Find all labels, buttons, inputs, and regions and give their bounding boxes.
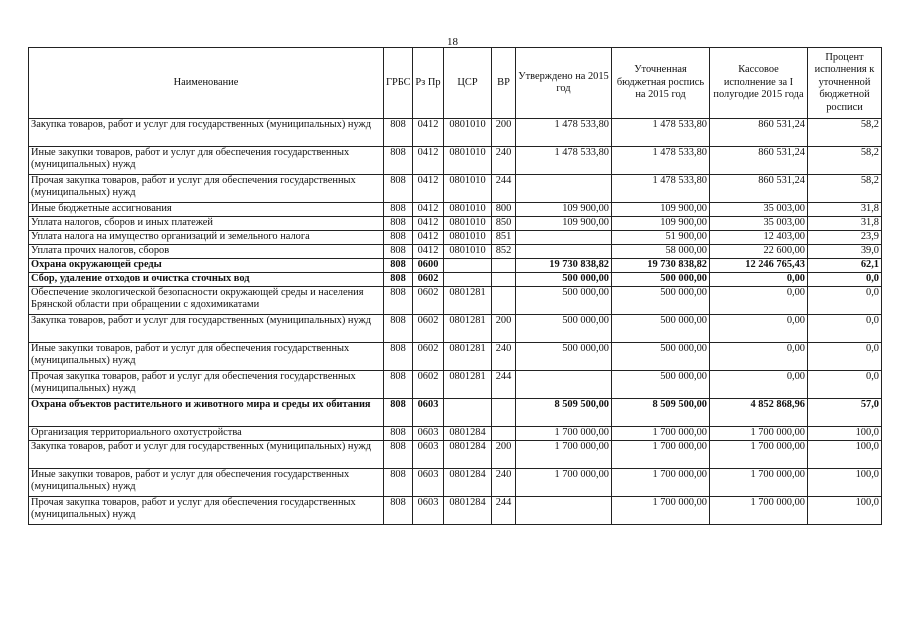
cell-cash: 0,00 bbox=[710, 343, 808, 371]
cell-csr: 0801284 bbox=[444, 427, 492, 441]
cell-grbs: 808 bbox=[384, 371, 413, 399]
cell-vr bbox=[492, 427, 516, 441]
table-row bbox=[29, 371, 882, 399]
cell-csr: 0801010 bbox=[444, 203, 492, 217]
cell-approved: 109 900,00 bbox=[516, 217, 612, 231]
cell-name: Закупка товаров, работ и услуг для государственных (муниципальных) нужд bbox=[29, 119, 384, 147]
cell-approved: 1 700 000,00 bbox=[516, 469, 612, 497]
cell-vr: 244 bbox=[492, 371, 516, 399]
cell-approved bbox=[516, 175, 612, 203]
cell-rzpr: 0603 bbox=[413, 441, 444, 469]
cell-percent: 31,8 bbox=[808, 203, 882, 217]
column-header-grbs: ГРБС bbox=[384, 48, 413, 119]
cell-refined: 500 000,00 bbox=[612, 343, 710, 371]
cell-vr: 851 bbox=[492, 231, 516, 245]
cell-percent: 62,1 bbox=[808, 259, 882, 273]
cell-rzpr: 0412 bbox=[413, 203, 444, 217]
cell-refined: 109 900,00 bbox=[612, 203, 710, 217]
cell-name: Охрана объектов растительного и животного мира и среды их обитания bbox=[29, 399, 384, 427]
cell-vr bbox=[492, 287, 516, 315]
cell-cash: 4 852 868,96 bbox=[710, 399, 808, 427]
cell-cash: 0,00 bbox=[710, 287, 808, 315]
column-header-cash: Кассовое исполнение за I полугодие 2015 года bbox=[710, 48, 808, 119]
cell-refined: 1 700 000,00 bbox=[612, 441, 710, 469]
cell-cash: 12 403,00 bbox=[710, 231, 808, 245]
column-header-approved: Утверждено на 2015 год bbox=[516, 48, 612, 119]
cell-name: Уплата налогов, сборов и иных платежей bbox=[29, 217, 384, 231]
cell-refined: 51 900,00 bbox=[612, 231, 710, 245]
cell-grbs: 808 bbox=[384, 147, 413, 175]
table-row bbox=[29, 315, 882, 343]
cell-rzpr: 0412 bbox=[413, 231, 444, 245]
cell-csr bbox=[444, 273, 492, 287]
cell-name: Организация территориального охотустройства bbox=[29, 427, 384, 441]
cell-approved: 1 478 533,80 bbox=[516, 119, 612, 147]
cell-approved: 1 700 000,00 bbox=[516, 427, 612, 441]
cell-name: Закупка товаров, работ и услуг для государственных (муниципальных) нужд bbox=[29, 315, 384, 343]
cell-name: Уплата прочих налогов, сборов bbox=[29, 245, 384, 259]
cell-rzpr: 0412 bbox=[413, 119, 444, 147]
table-row bbox=[29, 497, 882, 525]
cell-name: Обеспечение экологической безопасности окружающей среды и населения Брянской области при обращении с ядохимикатами bbox=[29, 287, 384, 315]
cell-grbs: 808 bbox=[384, 315, 413, 343]
cell-csr: 0801281 bbox=[444, 315, 492, 343]
cell-grbs: 808 bbox=[384, 259, 413, 273]
cell-percent: 58,2 bbox=[808, 175, 882, 203]
cell-rzpr: 0602 bbox=[413, 287, 444, 315]
cell-percent: 100,0 bbox=[808, 441, 882, 469]
cell-grbs: 808 bbox=[384, 441, 413, 469]
cell-percent: 39,0 bbox=[808, 245, 882, 259]
cell-cash: 0,00 bbox=[710, 371, 808, 399]
cell-csr: 0801284 bbox=[444, 469, 492, 497]
cell-refined: 1 478 533,80 bbox=[612, 175, 710, 203]
table-row bbox=[29, 203, 882, 217]
table-row bbox=[29, 427, 882, 441]
cell-percent: 0,0 bbox=[808, 315, 882, 343]
cell-grbs: 808 bbox=[384, 203, 413, 217]
cell-cash: 860 531,24 bbox=[710, 147, 808, 175]
cell-approved: 500 000,00 bbox=[516, 315, 612, 343]
cell-cash: 35 003,00 bbox=[710, 203, 808, 217]
cell-rzpr: 0603 bbox=[413, 399, 444, 427]
column-header-rzpr: Рз Пр bbox=[413, 48, 444, 119]
cell-csr: 0801010 bbox=[444, 245, 492, 259]
cell-vr: 240 bbox=[492, 147, 516, 175]
table-row bbox=[29, 217, 882, 231]
cell-vr: 244 bbox=[492, 497, 516, 525]
cell-name: Прочая закупка товаров, работ и услуг для обеспечения государственных (муниципальных) нужд bbox=[29, 371, 384, 399]
table-row bbox=[29, 287, 882, 315]
cell-name: Иные закупки товаров, работ и услуг для обеспечения государственных (муниципальных) нужд bbox=[29, 147, 384, 175]
cell-cash: 1 700 000,00 bbox=[710, 427, 808, 441]
cell-percent: 0,0 bbox=[808, 371, 882, 399]
cell-refined: 1 478 533,80 bbox=[612, 119, 710, 147]
page-number: 18 bbox=[447, 36, 458, 48]
cell-csr: 0801010 bbox=[444, 231, 492, 245]
cell-refined: 500 000,00 bbox=[612, 315, 710, 343]
cell-csr bbox=[444, 259, 492, 273]
table-row bbox=[29, 399, 882, 427]
column-header-csr: ЦСР bbox=[444, 48, 492, 119]
cell-refined: 1 700 000,00 bbox=[612, 469, 710, 497]
cell-cash: 860 531,24 bbox=[710, 175, 808, 203]
cell-refined: 19 730 838,82 bbox=[612, 259, 710, 273]
cell-refined: 500 000,00 bbox=[612, 287, 710, 315]
table-row bbox=[29, 231, 882, 245]
cell-approved bbox=[516, 497, 612, 525]
cell-percent: 100,0 bbox=[808, 427, 882, 441]
cell-name: Прочая закупка товаров, работ и услуг для обеспечения государственных (муниципальных) нужд bbox=[29, 497, 384, 525]
cell-percent: 0,0 bbox=[808, 287, 882, 315]
cell-rzpr: 0412 bbox=[413, 245, 444, 259]
cell-percent: 57,0 bbox=[808, 399, 882, 427]
cell-rzpr: 0603 bbox=[413, 427, 444, 441]
cell-grbs: 808 bbox=[384, 497, 413, 525]
cell-grbs: 808 bbox=[384, 245, 413, 259]
cell-rzpr: 0602 bbox=[413, 273, 444, 287]
cell-percent: 100,0 bbox=[808, 497, 882, 525]
cell-vr bbox=[492, 399, 516, 427]
cell-grbs: 808 bbox=[384, 119, 413, 147]
cell-approved bbox=[516, 371, 612, 399]
cell-csr bbox=[444, 399, 492, 427]
cell-cash: 860 531,24 bbox=[710, 119, 808, 147]
cell-refined: 500 000,00 bbox=[612, 273, 710, 287]
cell-vr: 200 bbox=[492, 315, 516, 343]
cell-cash: 1 700 000,00 bbox=[710, 497, 808, 525]
cell-rzpr: 0600 bbox=[413, 259, 444, 273]
cell-vr: 852 bbox=[492, 245, 516, 259]
cell-vr bbox=[492, 259, 516, 273]
cell-name: Охрана окружающей среды bbox=[29, 259, 384, 273]
cell-rzpr: 0602 bbox=[413, 315, 444, 343]
cell-refined: 500 000,00 bbox=[612, 371, 710, 399]
cell-refined: 1 700 000,00 bbox=[612, 497, 710, 525]
table-row bbox=[29, 245, 882, 259]
cell-approved: 500 000,00 bbox=[516, 343, 612, 371]
cell-rzpr: 0602 bbox=[413, 343, 444, 371]
cell-rzpr: 0412 bbox=[413, 175, 444, 203]
column-header-name: Наименование bbox=[29, 48, 384, 119]
table-row bbox=[29, 147, 882, 175]
cell-percent: 58,2 bbox=[808, 147, 882, 175]
cell-vr: 200 bbox=[492, 441, 516, 469]
cell-cash: 35 003,00 bbox=[710, 217, 808, 231]
cell-rzpr: 0412 bbox=[413, 217, 444, 231]
cell-grbs: 808 bbox=[384, 399, 413, 427]
cell-name: Уплата налога на имущество организаций и земельного налога bbox=[29, 231, 384, 245]
cell-grbs: 808 bbox=[384, 343, 413, 371]
cell-percent: 58,2 bbox=[808, 119, 882, 147]
cell-vr: 244 bbox=[492, 175, 516, 203]
cell-approved: 500 000,00 bbox=[516, 287, 612, 315]
cell-approved: 19 730 838,82 bbox=[516, 259, 612, 273]
cell-grbs: 808 bbox=[384, 287, 413, 315]
cell-cash: 1 700 000,00 bbox=[710, 469, 808, 497]
table-row bbox=[29, 273, 882, 287]
cell-csr: 0801284 bbox=[444, 441, 492, 469]
cell-csr: 0801010 bbox=[444, 217, 492, 231]
cell-approved: 8 509 500,00 bbox=[516, 399, 612, 427]
cell-csr: 0801010 bbox=[444, 175, 492, 203]
cell-csr: 0801281 bbox=[444, 343, 492, 371]
cell-vr: 240 bbox=[492, 469, 516, 497]
cell-cash: 12 246 765,43 bbox=[710, 259, 808, 273]
cell-percent: 0,0 bbox=[808, 343, 882, 371]
cell-cash: 0,00 bbox=[710, 315, 808, 343]
cell-vr: 800 bbox=[492, 203, 516, 217]
table-row bbox=[29, 175, 882, 203]
cell-percent: 100,0 bbox=[808, 469, 882, 497]
column-header-vr: ВР bbox=[492, 48, 516, 119]
cell-grbs: 808 bbox=[384, 427, 413, 441]
cell-name: Иные бюджетные ассигнования bbox=[29, 203, 384, 217]
cell-csr: 0801281 bbox=[444, 287, 492, 315]
cell-name: Иные закупки товаров, работ и услуг для обеспечения государственных (муниципальных) нужд bbox=[29, 343, 384, 371]
table-row bbox=[29, 259, 882, 273]
cell-name: Сбор, удаление отходов и очистка сточных вод bbox=[29, 273, 384, 287]
cell-grbs: 808 bbox=[384, 231, 413, 245]
cell-approved: 500 000,00 bbox=[516, 273, 612, 287]
cell-grbs: 808 bbox=[384, 175, 413, 203]
table-row bbox=[29, 119, 882, 147]
cell-approved: 1 478 533,80 bbox=[516, 147, 612, 175]
column-header-percent: Процент исполнения к уточненной бюджетной росписи bbox=[808, 48, 882, 119]
cell-grbs: 808 bbox=[384, 273, 413, 287]
cell-cash: 1 700 000,00 bbox=[710, 441, 808, 469]
cell-rzpr: 0603 bbox=[413, 497, 444, 525]
cell-approved bbox=[516, 231, 612, 245]
cell-csr: 0801010 bbox=[444, 147, 492, 175]
cell-csr: 0801284 bbox=[444, 497, 492, 525]
cell-vr bbox=[492, 273, 516, 287]
column-header-refined: Уточненная бюджетная роспись на 2015 год bbox=[612, 48, 710, 119]
cell-percent: 23,9 bbox=[808, 231, 882, 245]
cell-refined: 8 509 500,00 bbox=[612, 399, 710, 427]
cell-csr: 0801281 bbox=[444, 371, 492, 399]
cell-percent: 31,8 bbox=[808, 217, 882, 231]
cell-refined: 109 900,00 bbox=[612, 217, 710, 231]
cell-refined: 1 700 000,00 bbox=[612, 427, 710, 441]
cell-name: Закупка товаров, работ и услуг для государственных (муниципальных) нужд bbox=[29, 441, 384, 469]
cell-percent: 0,0 bbox=[808, 273, 882, 287]
table-row bbox=[29, 441, 882, 469]
cell-rzpr: 0412 bbox=[413, 147, 444, 175]
cell-vr: 850 bbox=[492, 217, 516, 231]
cell-approved: 109 900,00 bbox=[516, 203, 612, 217]
cell-cash: 22 600,00 bbox=[710, 245, 808, 259]
cell-approved bbox=[516, 245, 612, 259]
cell-csr: 0801010 bbox=[444, 119, 492, 147]
table-header-row bbox=[29, 48, 882, 119]
table-row bbox=[29, 343, 882, 371]
table-row bbox=[29, 469, 882, 497]
cell-rzpr: 0602 bbox=[413, 371, 444, 399]
cell-rzpr: 0603 bbox=[413, 469, 444, 497]
cell-refined: 1 478 533,80 bbox=[612, 147, 710, 175]
cell-approved: 1 700 000,00 bbox=[516, 441, 612, 469]
cell-cash: 0,00 bbox=[710, 273, 808, 287]
cell-vr: 200 bbox=[492, 119, 516, 147]
cell-name: Иные закупки товаров, работ и услуг для обеспечения государственных (муниципальных) нужд bbox=[29, 469, 384, 497]
cell-name: Прочая закупка товаров, работ и услуг для обеспечения государственных (муниципальных) нужд bbox=[29, 175, 384, 203]
cell-vr: 240 bbox=[492, 343, 516, 371]
budget-table bbox=[28, 47, 882, 525]
cell-grbs: 808 bbox=[384, 469, 413, 497]
cell-grbs: 808 bbox=[384, 217, 413, 231]
cell-refined: 58 000,00 bbox=[612, 245, 710, 259]
